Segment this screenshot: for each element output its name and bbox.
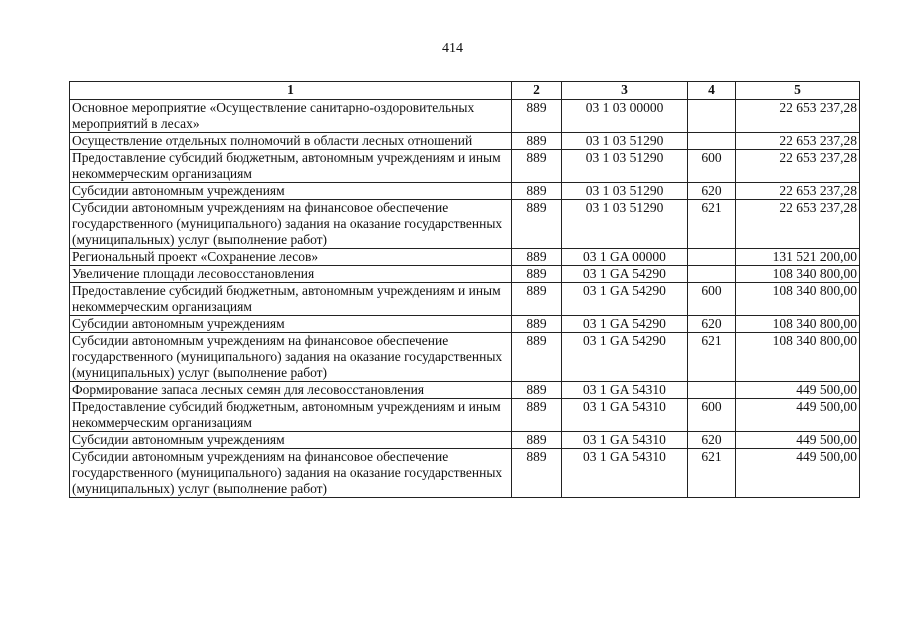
table-row xyxy=(70,399,860,432)
row-vr xyxy=(688,249,736,266)
row-vr: 621 xyxy=(688,333,736,382)
row-name: Субсидии автономным учреждениям на финансовое обеспечение государственного (муниципального) задания на оказание государственных (муниципальных) услуг (выполнение работ) xyxy=(70,449,512,498)
row-sum: 22 653 237,28 xyxy=(736,200,860,249)
row-grbs: 889 xyxy=(512,200,562,249)
row-csr: 03 1 GA 54310 xyxy=(562,432,688,449)
row-name: Субсидии автономным учреждениям xyxy=(70,316,512,333)
row-grbs: 889 xyxy=(512,100,562,133)
row-grbs: 889 xyxy=(512,449,562,498)
row-vr: 600 xyxy=(688,283,736,316)
row-vr xyxy=(688,266,736,283)
header-col-5: 5 xyxy=(736,82,860,100)
row-sum: 108 340 800,00 xyxy=(736,266,860,283)
row-vr: 600 xyxy=(688,399,736,432)
row-csr: 03 1 03 51290 xyxy=(562,150,688,183)
row-csr: 03 1 GA 54290 xyxy=(562,316,688,333)
row-sum: 22 653 237,28 xyxy=(736,183,860,200)
row-sum: 108 340 800,00 xyxy=(736,283,860,316)
row-sum: 449 500,00 xyxy=(736,382,860,399)
row-grbs: 889 xyxy=(512,249,562,266)
row-csr: 03 1 GA 54310 xyxy=(562,449,688,498)
header-row xyxy=(70,82,860,100)
row-vr: 621 xyxy=(688,200,736,249)
header-col-1: 1 xyxy=(70,82,512,100)
table-row xyxy=(70,183,860,200)
row-name: Субсидии автономным учреждениям на финансовое обеспечение государственного (муниципального) задания на оказание государственных (муниципальных) услуг (выполнение работ) xyxy=(70,200,512,249)
row-grbs: 889 xyxy=(512,150,562,183)
row-name: Региональный проект «Сохранение лесов» xyxy=(70,249,512,266)
row-grbs: 889 xyxy=(512,333,562,382)
row-vr xyxy=(688,100,736,133)
table-row xyxy=(70,449,860,498)
row-vr: 620 xyxy=(688,183,736,200)
row-grbs: 889 xyxy=(512,266,562,283)
table-row xyxy=(70,382,860,399)
header-col-2: 2 xyxy=(512,82,562,100)
row-vr: 620 xyxy=(688,432,736,449)
row-vr: 620 xyxy=(688,316,736,333)
row-name: Основное мероприятие «Осуществление санитарно-оздоровительных мероприятий в лесах» xyxy=(70,100,512,133)
row-grbs: 889 xyxy=(512,133,562,150)
row-sum: 108 340 800,00 xyxy=(736,316,860,333)
table-row xyxy=(70,249,860,266)
table-row xyxy=(70,316,860,333)
table-row xyxy=(70,333,860,382)
header-col-3: 3 xyxy=(562,82,688,100)
row-name: Субсидии автономным учреждениям xyxy=(70,432,512,449)
row-name: Увеличение площади лесовосстановления xyxy=(70,266,512,283)
row-vr: 621 xyxy=(688,449,736,498)
row-sum: 131 521 200,00 xyxy=(736,249,860,266)
budget-table xyxy=(69,81,860,498)
row-grbs: 889 xyxy=(512,382,562,399)
row-csr: 03 1 03 00000 xyxy=(562,100,688,133)
row-csr: 03 1 GA 54290 xyxy=(562,333,688,382)
row-sum: 449 500,00 xyxy=(736,432,860,449)
row-sum: 22 653 237,28 xyxy=(736,133,860,150)
row-csr: 03 1 GA 54310 xyxy=(562,382,688,399)
table-row xyxy=(70,266,860,283)
row-csr: 03 1 03 51290 xyxy=(562,183,688,200)
row-name: Предоставление субсидий бюджетным, автономным учреждениям и иным некоммерческим организациям xyxy=(70,399,512,432)
table-row xyxy=(70,283,860,316)
row-vr xyxy=(688,133,736,150)
table-row xyxy=(70,150,860,183)
row-vr xyxy=(688,382,736,399)
header-col-4: 4 xyxy=(688,82,736,100)
row-csr: 03 1 GA 54290 xyxy=(562,283,688,316)
row-sum: 449 500,00 xyxy=(736,449,860,498)
table-body xyxy=(70,100,860,498)
row-sum: 22 653 237,28 xyxy=(736,100,860,133)
row-name: Осуществление отдельных полномочий в области лесных отношений xyxy=(70,133,512,150)
row-sum: 108 340 800,00 xyxy=(736,333,860,382)
row-csr: 03 1 03 51290 xyxy=(562,133,688,150)
row-grbs: 889 xyxy=(512,432,562,449)
row-grbs: 889 xyxy=(512,283,562,316)
row-name: Предоставление субсидий бюджетным, автономным учреждениям и иным некоммерческим организациям xyxy=(70,283,512,316)
page-number: 414 xyxy=(442,41,463,56)
row-sum: 449 500,00 xyxy=(736,399,860,432)
table-row xyxy=(70,100,860,133)
row-name: Субсидии автономным учреждениям на финансовое обеспечение государственного (муниципального) задания на оказание государственных (муниципальных) услуг (выполнение работ) xyxy=(70,333,512,382)
row-name: Формирование запаса лесных семян для лесовосстановления xyxy=(70,382,512,399)
row-csr: 03 1 GA 54310 xyxy=(562,399,688,432)
row-grbs: 889 xyxy=(512,183,562,200)
row-grbs: 889 xyxy=(512,316,562,333)
row-grbs: 889 xyxy=(512,399,562,432)
table-row xyxy=(70,200,860,249)
row-sum: 22 653 237,28 xyxy=(736,150,860,183)
table-row xyxy=(70,432,860,449)
row-csr: 03 1 GA 00000 xyxy=(562,249,688,266)
row-name: Предоставление субсидий бюджетным, автономным учреждениям и иным некоммерческим организациям xyxy=(70,150,512,183)
row-name: Субсидии автономным учреждениям xyxy=(70,183,512,200)
row-vr: 600 xyxy=(688,150,736,183)
row-csr: 03 1 03 51290 xyxy=(562,200,688,249)
table-row xyxy=(70,133,860,150)
row-csr: 03 1 GA 54290 xyxy=(562,266,688,283)
